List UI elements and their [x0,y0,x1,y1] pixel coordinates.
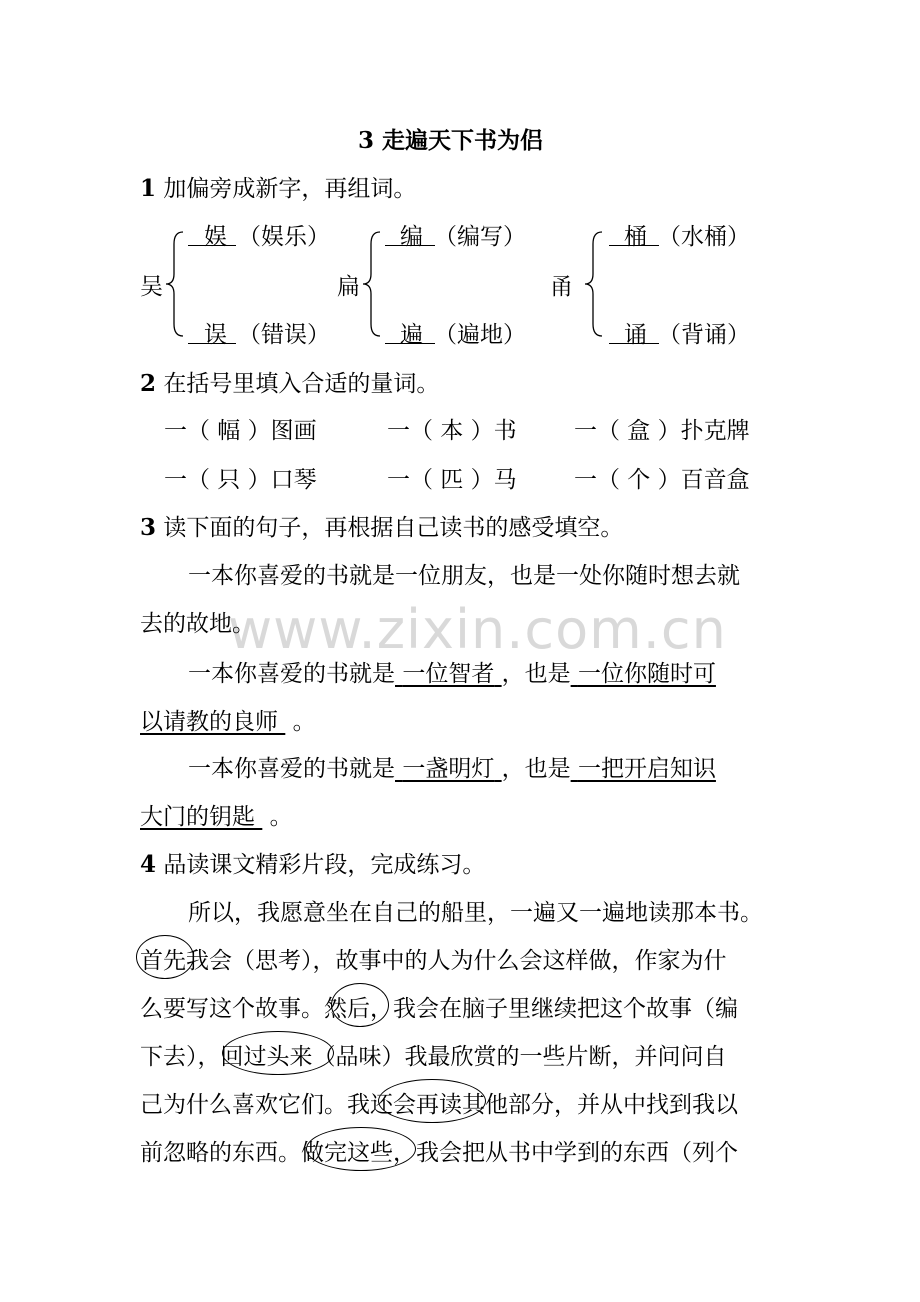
q1-g1-top-char: 娱 [204,224,227,250]
brace-icon [163,228,185,340]
answer-underline [385,343,435,344]
q2-item: 一（ 个 ）百音盒 [574,467,750,493]
q3-s2-mid: ，也是 [501,661,571,687]
q1-root-3: 甬 [550,274,573,300]
ellipse-mark [378,1079,486,1123]
q2-heading-text: 在括号里填入合适的量词。 [156,371,440,397]
q1-heading: 1 加偏旁成新字，再组词。 [140,175,417,202]
q1-root-2: 扁 [337,274,360,300]
q4-line: 前忽略的东西。做完这些，我会把从书中学到的东西（列个 [140,1140,738,1166]
answer-underline [609,245,659,246]
q4-heading: 4 品读课文精彩片段，完成练习。 [140,851,486,878]
answer-blank: 一位你随时可 [577,661,716,687]
q3-heading-text: 读下面的句子，再根据自己读书的感受填空。 [156,515,624,541]
q3-sentence-1-cont: 去的故地。 [140,611,255,637]
q1-g2-bottom-word: （遍地） [434,322,526,348]
answer-blank: 一位智者 [402,661,495,687]
answer-blank: 一把开启知识 [577,756,716,782]
answer-blank: 以请教的良师 [140,709,278,735]
ellipse-mark [306,1127,416,1171]
q2-item: 一（ 只 ）口琴 [164,467,317,493]
q3-sentence-3-cont [140,798,293,831]
answer-blank: 大门的钥匙 [140,804,255,830]
q4-line: 首先我会（思考），故事中的人为什么会这样做，作家为什 [140,948,727,974]
brace-icon [360,228,382,340]
q1-g1-top-word: （娱乐） [238,224,330,250]
q1-heading-text: 加偏旁成新字，再组词。 [156,176,417,202]
page-title: 3 走遍天下书为侣 [358,127,544,154]
q2-heading: 2 在括号里填入合适的量词。 [140,370,440,397]
q1-g1-bottom-char: 误 [204,322,227,348]
ellipse-mark [136,935,194,979]
answer-underline [188,245,236,246]
q3-s2-end: 。 [292,709,316,735]
q4-line: 么要写这个故事。然后，我会在脑子里继续把这个故事（编 [140,996,738,1022]
q3-s3-mid: ，也是 [501,756,571,782]
answer-underline [188,343,236,344]
watermark: www.zixin.com.cn [228,598,727,661]
q2-item: 一（ 盒 ）扑克牌 [574,418,750,444]
answer-underline [609,343,659,344]
q3-sentence-2-cont [140,703,316,736]
q1-g3-bottom-char: 诵 [624,322,647,348]
answer-underline [385,245,435,246]
q3-s3-prefix: 一本你喜爱的书就是 [188,756,395,782]
ellipse-mark [331,983,389,1027]
q1-g3-top-word: （水桶） [658,224,750,250]
q4-line: 所以，我愿意坐在自己的船里，一遍又一遍地读那本书。 [188,900,763,926]
q1-g2-bottom-char: 遍 [400,322,423,348]
q4-heading-text: 品读课文精彩片段，完成练习。 [156,852,486,878]
brace-icon [582,228,604,340]
q3-s2-prefix: 一本你喜爱的书就是 [188,661,395,687]
ellipse-mark [222,1031,334,1075]
q3-sentence-1: 一本你喜爱的书就是一位朋友，也是一处你随时想去就 [188,563,740,589]
answer-blank: 一盏明灯 [402,756,495,782]
q3-sentence-3 [188,750,716,783]
q2-item: 一（ 本 ）书 [387,418,517,444]
q4-line: 己为什么喜欢它们。我还会再读其他部分，并从中找到我以 [140,1092,738,1118]
q2-item: 一（ 匹 ）马 [387,467,517,493]
q3-s3-end: 。 [269,804,293,830]
q1-g3-top-char: 桶 [624,224,647,250]
q3-heading: 3 读下面的句子，再根据自己读书的感受填空。 [140,514,624,541]
q1-g1-bottom-word: （错误） [238,322,330,348]
q3-sentence-2 [188,655,716,688]
q1-g3-bottom-word: （背诵） [658,322,750,348]
q1-g2-top-word: （编写） [434,224,526,250]
q1-root-1: 吴 [140,274,163,300]
q1-g2-top-char: 编 [400,224,423,250]
q4-line: 下去），回过头来（品味）我最欣赏的一些片断，并问问自 [140,1044,727,1070]
q2-item: 一（ 幅 ）图画 [164,418,317,444]
